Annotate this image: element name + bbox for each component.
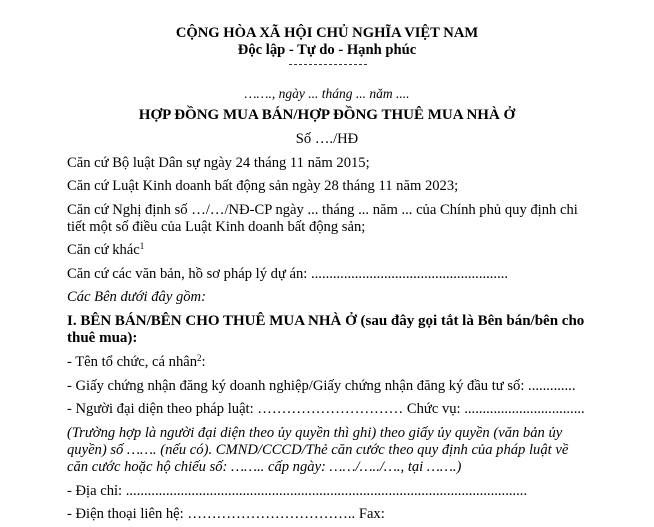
authorized-note-line1: (Trường hợp là người đại diện theo ủy quyền thì ghi) theo giấy ủy quyền (văn bản ủy	[67, 425, 563, 441]
basis-civil-code: Căn cứ Bộ luật Dân sự ngày 24 tháng 11 năm 2015;	[67, 155, 370, 171]
org-name-line	[67, 354, 206, 371]
basis-real-estate-law: Căn cứ Luật Kinh doanh bất động sản ngày 28 tháng 11 năm 2023;	[67, 178, 459, 194]
basis-project-docs: Căn cứ các văn bản, hồ sơ pháp lý dự án: ......................................................	[67, 266, 509, 282]
authorized-note-line3: căn cước hoặc hộ chiếu số: …….. cấp ngày: ……/…../…., tại …….)	[67, 459, 462, 475]
contract-number: Số …./HĐ	[295, 131, 359, 147]
basis-decree-line1: Căn cứ Nghị định số …/…/NĐ-CP ngày ... tháng ... năm ... của Chính phủ quy định chi	[67, 202, 578, 218]
footnote-marker-1: 1	[139, 241, 145, 251]
legal-representative: - Người đại diện theo pháp luật: ………………………… Chức vụ: .................................	[67, 401, 585, 417]
basis-decree-line2: tiết một số điều của Luật Kinh doanh bất động sản;	[67, 219, 366, 235]
org-name-label: - Tên tổ chức, cá nhân	[67, 354, 198, 370]
footnote-marker-2: 2	[197, 353, 202, 363]
national-title: CỘNG HÒA XÃ HỘI CHỦ NGHĨA VIỆT NAM	[175, 25, 479, 41]
business-registration: - Giấy chứng nhận đăng ký doanh nghiệp/Giấy chứng nhận đăng ký đầu tư số: .............	[67, 378, 576, 394]
section-one-heading-line2: thuê mua):	[67, 330, 138, 346]
org-name-suffix: :	[201, 354, 206, 370]
basis-other	[67, 242, 144, 259]
address-line: - Địa chỉ: ..............................................................................................................	[67, 483, 528, 499]
contract-title: HỢP ĐỒNG MUA BÁN/HỢP ĐỒNG THUÊ MUA NHÀ Ở	[138, 107, 516, 123]
basis-other-text: Căn cứ khác	[67, 242, 140, 258]
phone-fax-line: - Điện thoại liên hệ: …………………………….. Fax:	[67, 506, 385, 522]
section-one-heading-line1: I. BÊN BÁN/BÊN CHO THUÊ MUA NHÀ Ở (sau đây gọi tắt là Bên bán/bên cho	[67, 313, 585, 329]
motto: Độc lập - Tự do - Hạnh phúc	[237, 42, 417, 58]
authorized-note-line2: quyền) số ……. (nếu có). CMND/CCCD/Thẻ căn cước theo quy định của pháp luật về	[67, 442, 569, 458]
parties-intro: Các Bên dưới đây gồm:	[67, 289, 206, 305]
header-separator	[0, 58, 654, 68]
date-line: ……., ngày ... tháng ... năm ....	[244, 86, 410, 101]
